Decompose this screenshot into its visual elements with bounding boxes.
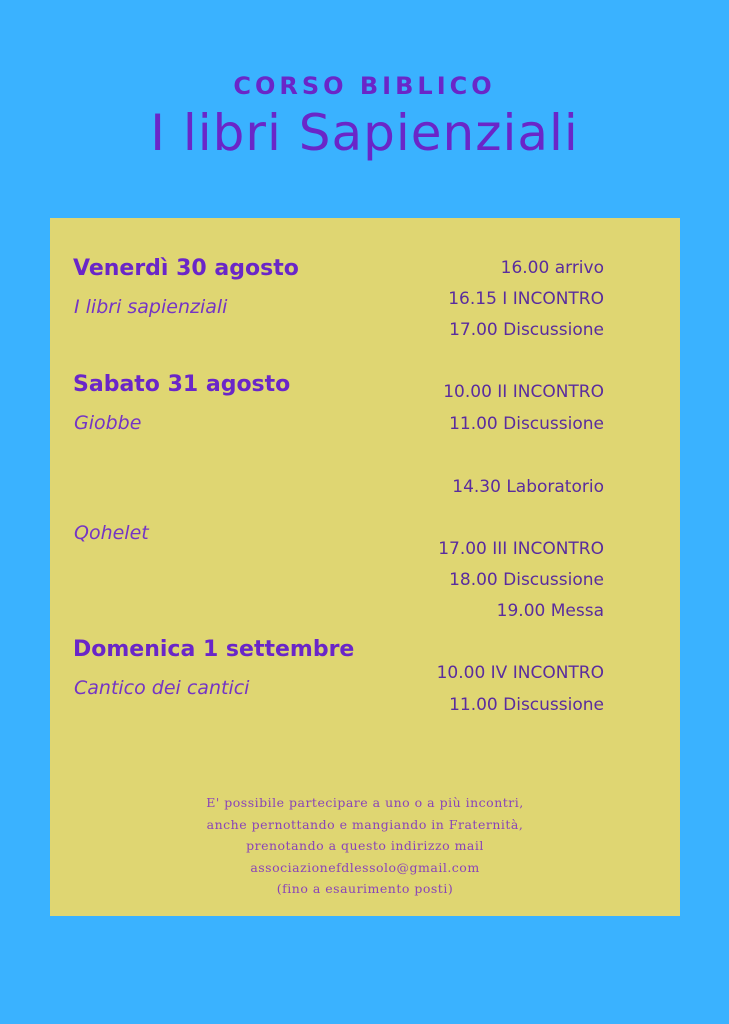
note-line: prenotando a questo indirizzo mail (246, 838, 484, 853)
time-entry: 17.00 III INCONTRO (438, 539, 604, 559)
time-entry: 16.00 arrivo (500, 258, 604, 278)
day-heading-saturday: Sabato 31 agosto (73, 372, 291, 397)
day-heading-sunday: Domenica 1 settembre (73, 637, 355, 662)
course-overtitle: CORSO BIBLICO (233, 72, 496, 100)
topic-saturday-afternoon: Qohelet (74, 522, 149, 544)
topic-saturday-morning: Giobbe (74, 412, 142, 434)
note-line: (fino a esaurimento posti) (276, 881, 454, 896)
topic-sunday: Cantico dei cantici (74, 677, 250, 699)
note-line: anche pernottando e mangiando in Fraternità, (206, 816, 524, 832)
time-entry: 11.00 Discussione (449, 414, 604, 434)
page-title: I libri Sapienziali (150, 104, 579, 162)
topic-friday: I libri sapienziali (74, 296, 228, 318)
day-heading-friday: Venerdì 30 agosto (73, 256, 299, 281)
registration-note (50, 792, 680, 900)
note-line: E' possibile partecipare a uno o a più incontri, (206, 795, 524, 810)
time-entry: 16.15 I INCONTRO (448, 289, 604, 309)
time-entry: 10.00 IV INCONTRO (436, 663, 604, 683)
time-entry: 17.00 Discussione (449, 320, 604, 340)
time-entry: 18.00 Discussione (449, 570, 604, 590)
time-entry: 11.00 Discussione (449, 695, 604, 715)
time-entry: 19.00 Messa (496, 601, 604, 621)
contact-email: associazionefdlessolo@gmail.com (250, 859, 480, 875)
time-entry: 14.30 Laboratorio (452, 477, 604, 497)
time-entry: 10.00 II INCONTRO (443, 382, 604, 402)
schedule-card (50, 218, 680, 916)
